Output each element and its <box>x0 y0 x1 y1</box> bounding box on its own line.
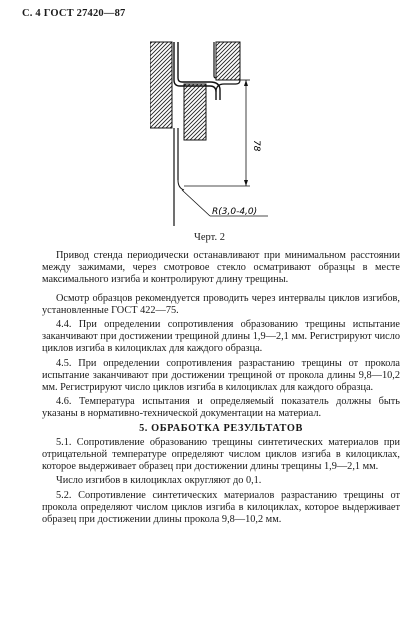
paragraph: Осмотр образцов рекомендуется проводить через интервалы циклов изгибов, установленные ГОСТ 422—75. <box>42 292 400 316</box>
paragraph: Привод стенда периодически останавливают при минимальном расстоянии между зажимами, через смотровое стекло осматривают образцы в месте максимального изгиба и контролируют длину трещины. <box>42 250 400 286</box>
paragraph: 4.4. При определении сопротивления образованию трещины испытание заканчивают при достижении трещиной длины 1,9—2,1 мм. Регистрируют число циклов изгиба в килоциклах для каждого образца. <box>42 319 400 355</box>
paragraph: Число изгибов в килоциклах округляют до 0,1. <box>56 475 262 487</box>
technical-drawing <box>150 40 350 230</box>
left-clamp <box>150 42 172 128</box>
section-title: 5. ОБРАБОТКА РЕЗУЛЬТАТОВ <box>139 422 303 434</box>
right-clamp-lower <box>184 84 206 140</box>
figure-caption: Черт. 2 <box>194 232 225 243</box>
paragraph: 5.1. Сопротивление образованию трещины синтетических материалов при отрицательной температуре определяют числом циклов изгиба в килоциклах, которое выдерживает образец при достижении длины трещины 1,9—2,1 мм. <box>42 436 400 473</box>
paragraph: 5.2. Сопротивление синтетических материалов разрастанию трещины от прокола определяют числом циклов изгиба в килоциклах, которое выдерживает образец при достижении длины прокола 9,8—10,2 мм. <box>42 489 400 526</box>
page-header: С. 4 ГОСТ 27420—87 <box>22 8 126 19</box>
body-text <box>42 250 400 528</box>
paragraph: 4.6. Температура испытания и определяемый показатель должны быть указаны в нормативно-технической документации на материал. <box>42 396 400 420</box>
paragraph: 4.5. При определении сопротивления разрастанию трещины от прокола испытание заканчивают при достижении трещиной от прокола длины 9,8—10,2 мм. Регистрируют число циклов изгиба в килоциклах для каждого образца. <box>42 357 400 394</box>
drawing-svg <box>150 40 350 230</box>
dimension-label: 78 <box>251 140 261 152</box>
right-clamp-upper <box>216 42 240 80</box>
radius-label: R(3,0-4,0) <box>212 207 258 217</box>
